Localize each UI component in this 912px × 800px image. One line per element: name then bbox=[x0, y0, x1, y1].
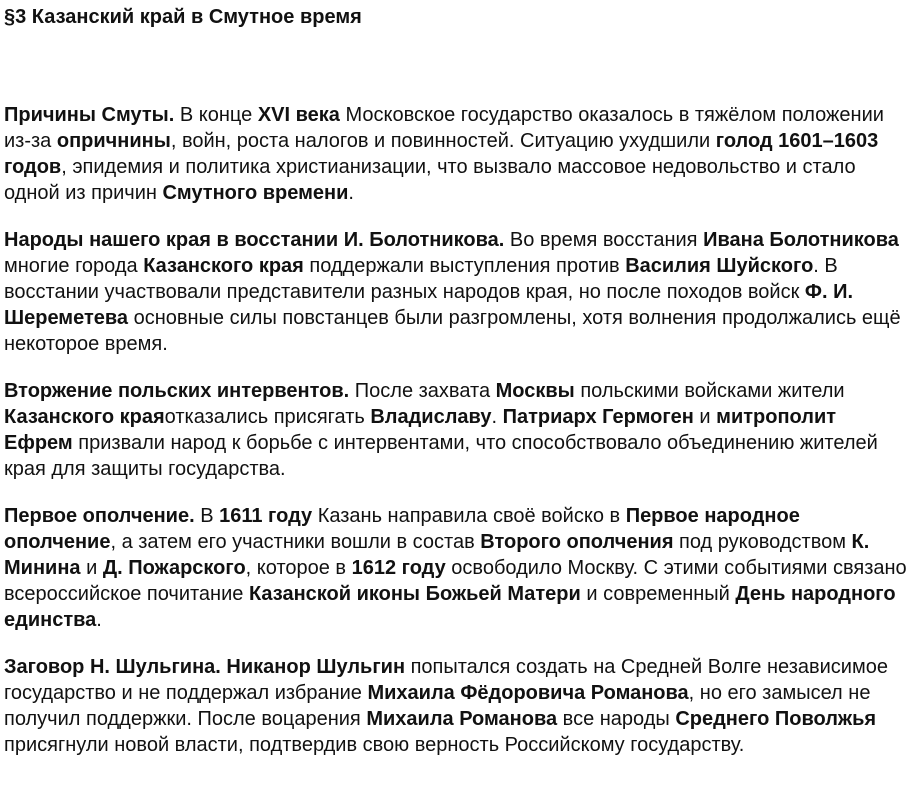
emphasis-text: Ф. И. Шереметева bbox=[4, 281, 854, 329]
emphasis-text: Среднего Поволжья bbox=[675, 708, 877, 730]
body-text: основные силы повстанцев были разгромлены, хотя волнения продолжались ещё некоторое время. bbox=[4, 307, 901, 355]
emphasis-text: Казанского края bbox=[4, 406, 165, 428]
emphasis-text: Михаила Романова bbox=[366, 708, 558, 730]
body-text: освободило Москву. С этими событиями связано всероссийское почитание bbox=[4, 557, 907, 605]
body-text: . bbox=[491, 406, 503, 428]
body-text: . bbox=[96, 609, 102, 631]
body-text: Казань направила своё войско в bbox=[312, 505, 626, 527]
body-text: В bbox=[194, 505, 220, 527]
paragraph-heading: Причины Смуты. bbox=[4, 104, 175, 126]
body-text: , но его замысел не получил поддержки. После воцарения bbox=[4, 682, 871, 730]
paragraph-heading: Вторжение польских интервентов. bbox=[4, 380, 350, 402]
paragraph-polish-invasion bbox=[4, 378, 908, 482]
emphasis-text: Д. Пожарского bbox=[102, 557, 246, 579]
paragraph-heading: Народы нашего края в восстании И. Болотникова. bbox=[4, 229, 505, 251]
paragraph-heading: Первое ополчение. bbox=[4, 505, 195, 527]
emphasis-text: 1612 году bbox=[351, 557, 446, 579]
emphasis-text: XVI века bbox=[257, 104, 340, 126]
emphasis-text: 1611 году bbox=[219, 505, 313, 527]
emphasis-text: Казанского края bbox=[143, 255, 304, 277]
body-text: Московское государство оказалось в тяжёлом положении из-за bbox=[4, 104, 884, 152]
emphasis-text: День народного единства bbox=[4, 583, 896, 631]
paragraph-heading: Заговор Н. Шульгина. bbox=[4, 656, 221, 678]
body-text: многие города bbox=[4, 255, 144, 277]
body-text: и bbox=[693, 406, 717, 428]
paragraph-causes bbox=[4, 102, 908, 206]
body-text: . bbox=[348, 182, 354, 204]
paragraph-bolotnikov bbox=[4, 227, 908, 357]
body-text: отказались присягать bbox=[164, 406, 371, 428]
body-text: поддержали выступления против bbox=[303, 255, 626, 277]
emphasis-text: голод 1601–1603 годов bbox=[4, 130, 879, 178]
body-text: попытался создать на Средней Волге независимое государство и не поддержал избрание bbox=[4, 656, 888, 704]
body-text: , которое в bbox=[245, 557, 352, 579]
emphasis-text: К. Минина bbox=[4, 531, 870, 579]
body-text: , войн, роста налогов и повинностей. Ситуацию ухудшили bbox=[170, 130, 716, 152]
body-text: После захвата bbox=[349, 380, 496, 402]
body-text: Во время восстания bbox=[504, 229, 704, 251]
body-text: , а затем его участники вошли в состав bbox=[110, 531, 481, 553]
body-text: , эпидемия и политика христианизации, что вызвало массовое недовольство и стало одной из причин bbox=[4, 156, 856, 204]
emphasis-text: Первое народное ополчение bbox=[4, 505, 800, 553]
body-text: польскими войсками жители bbox=[574, 380, 845, 402]
body-text: все народы bbox=[557, 708, 676, 730]
emphasis-text: Ивана Болотникова bbox=[703, 229, 899, 251]
emphasis-text: Казанской иконы Божьей Матери bbox=[248, 583, 581, 605]
body-text: и современный bbox=[580, 583, 736, 605]
emphasis-text: Смутного времени bbox=[162, 182, 349, 204]
body-text: под руководством bbox=[673, 531, 852, 553]
body-text: В конце bbox=[174, 104, 258, 126]
emphasis-text: митрополит Ефрем bbox=[4, 406, 837, 454]
emphasis-text: Владиславу bbox=[370, 406, 492, 428]
emphasis-text: Патриарх Гермоген bbox=[502, 406, 694, 428]
emphasis-text: Никанор Шульгин bbox=[226, 656, 406, 678]
paragraph-first-militia bbox=[4, 503, 908, 633]
emphasis-text: Второго ополчения bbox=[480, 531, 674, 553]
body-text: . В восстании участвовали представители разных народов края, но после походов войск bbox=[4, 255, 838, 303]
paragraph-shulgin-plot bbox=[4, 654, 908, 758]
emphasis-text: Москвы bbox=[495, 380, 575, 402]
body-text: призвали народ к борьбе с интервентами, что способствовало объединению жителей края для защиты государства. bbox=[4, 432, 878, 480]
emphasis-text: Василия Шуйского bbox=[625, 255, 814, 277]
emphasis-text: Михаила Фёдоровича Романова bbox=[367, 682, 689, 704]
body-text: присягнули новой власти, подтвердив свою верность Российскому государству. bbox=[4, 734, 745, 756]
document-title: §3 Казанский край в Смутное время bbox=[4, 6, 362, 28]
body-text: и bbox=[80, 557, 103, 579]
emphasis-text: опричнины bbox=[56, 130, 171, 152]
document-body bbox=[4, 102, 908, 758]
